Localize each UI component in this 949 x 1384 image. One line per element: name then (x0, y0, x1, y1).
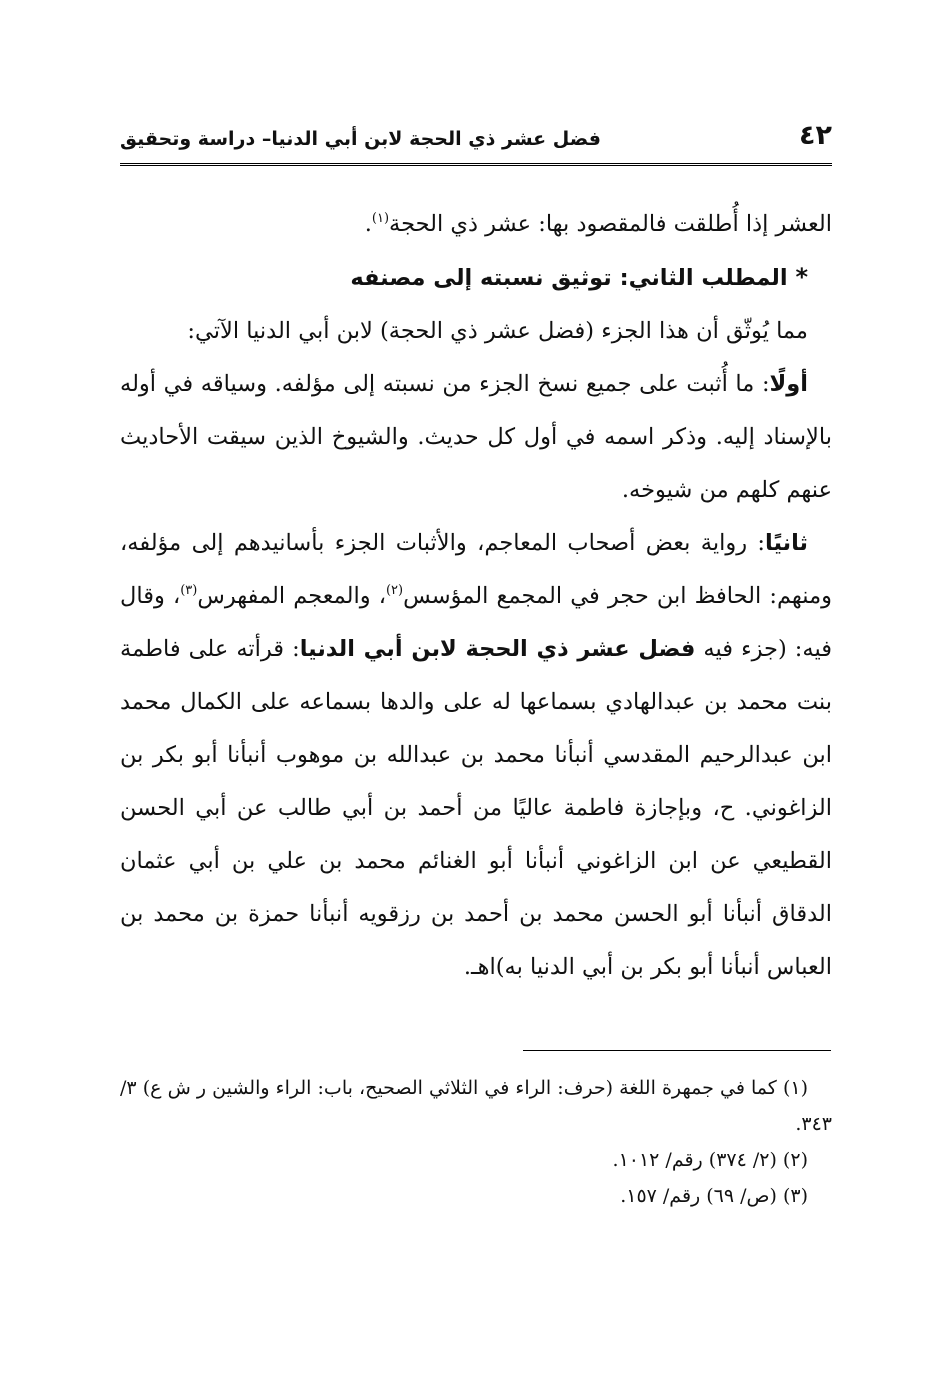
paragraph-4-text-1: : رواية بعض أصحاب المعاجم، والأثبات الجزء بأسانيدهم إلى مؤلفه، ومنهم: الحافظ ابن حجر في المجمع المؤسس (120, 530, 832, 609)
heading-label: المطلب الثاني: (619, 265, 788, 291)
paragraph-1-end: . (364, 211, 372, 237)
footnote-3: (٣) (ص/ ٦٩) رقم/ ١٥٧. (620, 1185, 808, 1207)
paragraph-4-bold-title: فضل عشر ذي الحجة لابن أبي الدنيا (299, 636, 696, 662)
running-title (120, 128, 820, 150)
footnote-1: (١) كما في جمهرة اللغة (حرف: الراء في الثلاثي الصحيح، باب: الراء والشين ر ش ع) ٣/ ٣٤٣. (120, 1077, 832, 1135)
paragraph-4 (120, 517, 832, 994)
footnote-ref-1[interactable]: (١) (371, 211, 390, 226)
paragraph-1-text: العشر إذا أُطلقت فالمقصود بها: عشر ذي الحجة (389, 211, 832, 237)
paragraph-4-text-2: ، والمعجم المفهرس (197, 583, 386, 609)
paragraph-4-text-3: ، وقال فيه: (جزء فيه (120, 583, 832, 662)
paragraph-2: مما يُوثّق أن هذا الجزء (فضل عشر ذي الحجة) لابن أبي الدنيا الآتي: (187, 318, 808, 344)
footnote-divider (523, 1050, 831, 1051)
header-divider (120, 163, 832, 166)
paragraph-4-text-4: : قرأته على فاطمة بنت محمد بن عبدالهادي بسماعها له على والدها بسماعه على الكمال محمد ابن عبدالرحيم المقدسي أنبأنا محمد بن عبدالله بن موهوب أنبأنا أبو بكر بن الزاغوني. ح، وبإجازة فاطمة عاليًا من أحمد بن أبي طالب عن أبي الحسن القطيعي عن ابن الزاغوني أنبأنا أبو الغنائم محمد بن علي بن أبي عثمان الدقاق أنبأنا أبو الحسن محمد بن أحمد بن رزقويه أنبأنا حمزة بن محمد بن العباس أنبأنا أبو بكر بن أبي الدنيا به)اهـ. (120, 636, 832, 980)
main-text (120, 198, 832, 994)
paragraph-3-text: : ما أُثبت على جميع نسخ الجزء من نسبته إلى مؤلفه. وسياقه في أوله بالإسناد إليه. وذكر اسمه في أول كل حديث. والشيوخ الذين سيقت الأحاديث عنهم كلهم من شيوخه. (120, 371, 832, 503)
paragraph-4-lead: ثانيًا (765, 530, 808, 556)
heading-star-icon: * (795, 263, 808, 291)
footnotes (120, 1070, 832, 1214)
footnote-2: (٢) (٢/ ٣٧٤) رقم/ ١٠١٢. (612, 1149, 808, 1171)
running-header (120, 118, 832, 166)
page-number: ٤٢ (799, 120, 832, 151)
footnote-ref-2[interactable]: (٢) (385, 583, 404, 598)
paragraph-3 (120, 358, 832, 517)
running-title-text: فضل عشر ذي الحجة لابن أبي الدنيا– دراسة وتحقيق (120, 128, 601, 150)
heading-title: توثيق نسبته إلى مصنفه (350, 265, 612, 291)
paragraph-3-lead: أولًا (769, 371, 808, 397)
paragraph-1 (120, 198, 832, 251)
footnote-ref-3[interactable]: (٣) (180, 583, 198, 598)
section-heading (120, 251, 832, 305)
